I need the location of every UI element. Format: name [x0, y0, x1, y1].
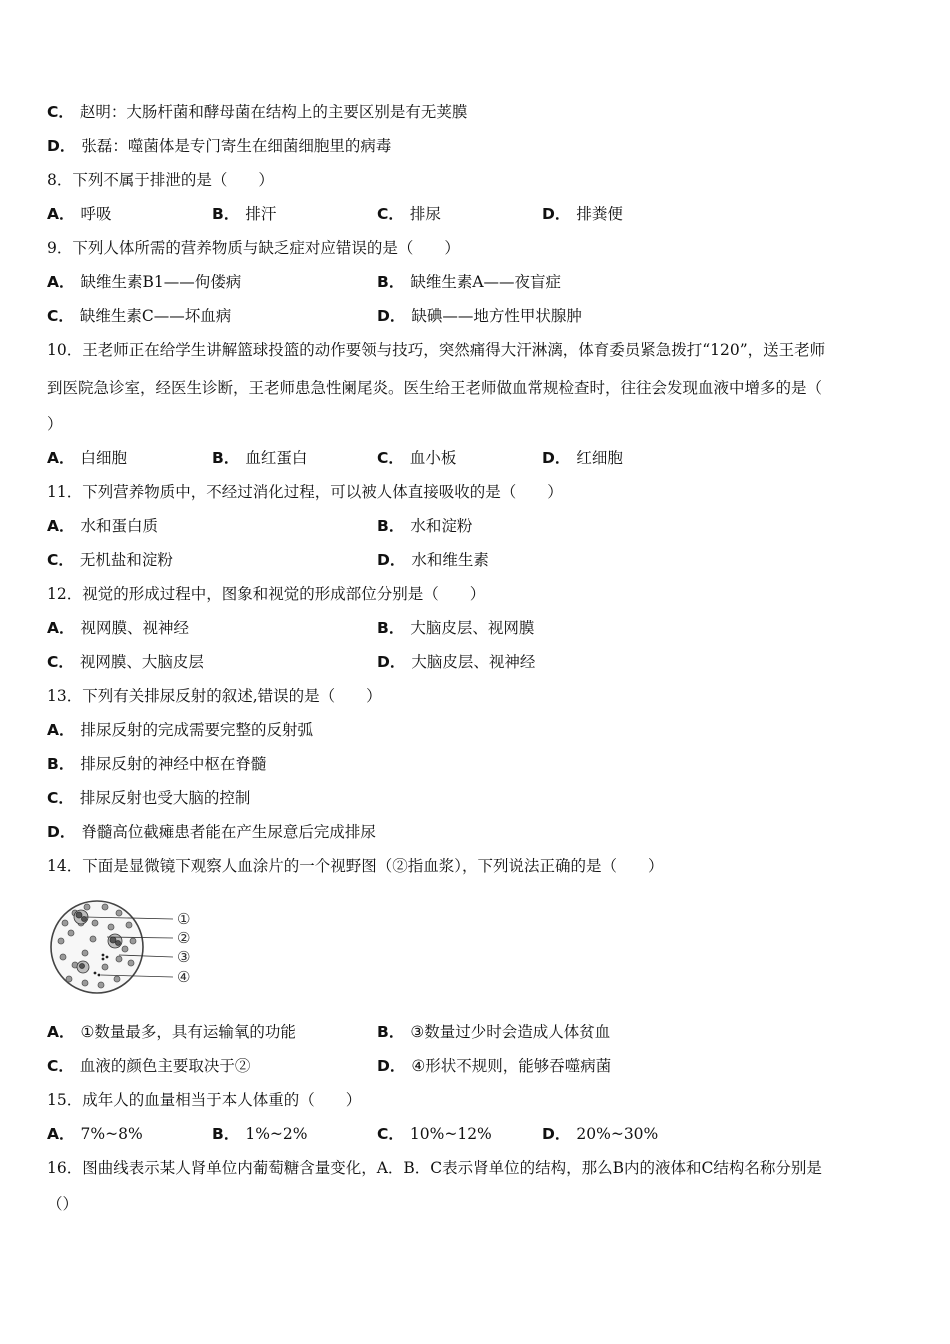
q13-option-c: C． 排尿反射也受大脑的控制 — [47, 789, 251, 807]
q13-stem: 13．下列有关排尿反射的叙述,错误的是（ ） — [47, 687, 382, 705]
q8-option-b: B． 排汗 — [212, 205, 277, 223]
figure-label-1: ① — [177, 910, 191, 928]
q16-stem-line1: 16．图曲线表示某人肾单位内葡萄糖含量变化，A．B．C表示肾单位的结构，那么B内的液体和C结构名称分别是 — [47, 1159, 822, 1177]
q10-stem-line2: 到医院急诊室，经医生诊断，王老师患急性阑尾炎。医生给王老师做血常规检查时，往往会发现血液中增多的是（ — [47, 379, 823, 397]
q9-option-d: D． 缺碘——地方性甲状腺肿 — [377, 307, 582, 325]
q11-stem: 11．下列营养物质中，不经过消化过程，可以被人体直接吸收的是（ ） — [47, 483, 563, 501]
q11-option-d: D． 水和维生素 — [377, 551, 489, 569]
q10-stem-line3: ） — [47, 415, 63, 433]
q8-option-c: C． 排尿 — [377, 205, 441, 223]
q9-option-a: A． 缺维生素B1——佝偻病 — [47, 273, 242, 291]
q15-option-c: C． 10%~12% — [377, 1125, 492, 1143]
q15-stem: 15．成年人的血量相当于本人体重的（ ） — [47, 1091, 362, 1109]
q8-option-d: D． 排粪便 — [542, 205, 623, 223]
q14-option-b: B． ③数量过少时会造成人体贫血 — [377, 1023, 611, 1041]
q14-option-d: D． ④形状不规则，能够吞噬病菌 — [377, 1057, 612, 1075]
figure-label-2: ② — [177, 929, 191, 947]
q14-option-c: C． 血液的颜色主要取决于② — [47, 1057, 251, 1075]
q10-stem-line1: 10．王老师正在给学生讲解篮球投篮的动作要领与技巧，突然痛得大汗淋漓，体育委员紧急拨打“120”，送王老师 — [47, 341, 826, 359]
q12-option-d: D． 大脑皮层、视神经 — [377, 653, 536, 671]
q11-option-a: A． 水和蛋白质 — [47, 517, 159, 535]
q7-option-c: C． 赵明：大肠杆菌和酵母菌在结构上的主要区别是有无荚膜 — [47, 103, 468, 121]
q14-stem: 14．下面是显微镜下观察人血涂片的一个视野图（②指血浆），下列说法正确的是（ ） — [47, 857, 664, 875]
q13-option-d: D． 脊髓高位截瘫患者能在产生尿意后完成排尿 — [47, 823, 376, 841]
q15-option-d: D． 20%~30% — [542, 1125, 659, 1143]
q14-option-a: A． ①数量最多，具有运输氧的功能 — [47, 1023, 296, 1041]
q10-option-c: C． 血小板 — [377, 449, 457, 467]
q9-stem: 9．下列人体所需的营养物质与缺乏症对应错误的是（ ） — [47, 239, 460, 257]
q13-option-a: A． 排尿反射的完成需要完整的反射弧 — [47, 721, 314, 739]
q10-option-d: D． 红细胞 — [542, 449, 623, 467]
q10-option-a: A． 白细胞 — [47, 449, 128, 467]
figure-label-3: ③ — [177, 948, 191, 966]
q11-option-c: C． 无机盐和淀粉 — [47, 551, 173, 569]
q12-option-c: C． 视网膜、大脑皮层 — [47, 653, 204, 671]
q15-option-b: B． 1%~2% — [212, 1125, 308, 1143]
q15-option-a: A． 7%~8% — [47, 1125, 143, 1143]
q10-option-b: B． 血红蛋白 — [212, 449, 308, 467]
q9-option-c: C． 缺维生素C——坏血病 — [47, 307, 232, 325]
q12-option-a: A． 视网膜、视神经 — [47, 619, 190, 637]
q8-option-a: A． 呼吸 — [47, 205, 112, 223]
blood-smear-figure — [45, 893, 205, 1003]
q12-stem: 12．视觉的形成过程中，图象和视觉的形成部位分别是（ ） — [47, 585, 486, 603]
q16-stem-line2: （） — [47, 1195, 79, 1213]
q8-stem: 8．下列不属于排泄的是（ ） — [47, 171, 274, 189]
q7-option-d: D． 张磊：噬菌体是专门寄生在细菌细胞里的病毒 — [47, 137, 392, 155]
q13-option-b: B． 排尿反射的神经中枢在脊髓 — [47, 755, 267, 773]
q12-option-b: B． 大脑皮层、视网膜 — [377, 619, 535, 637]
figure-label-4: ④ — [177, 968, 191, 986]
q11-option-b: B． 水和淀粉 — [377, 517, 473, 535]
q9-option-b: B． 缺维生素A——夜盲症 — [377, 273, 562, 291]
